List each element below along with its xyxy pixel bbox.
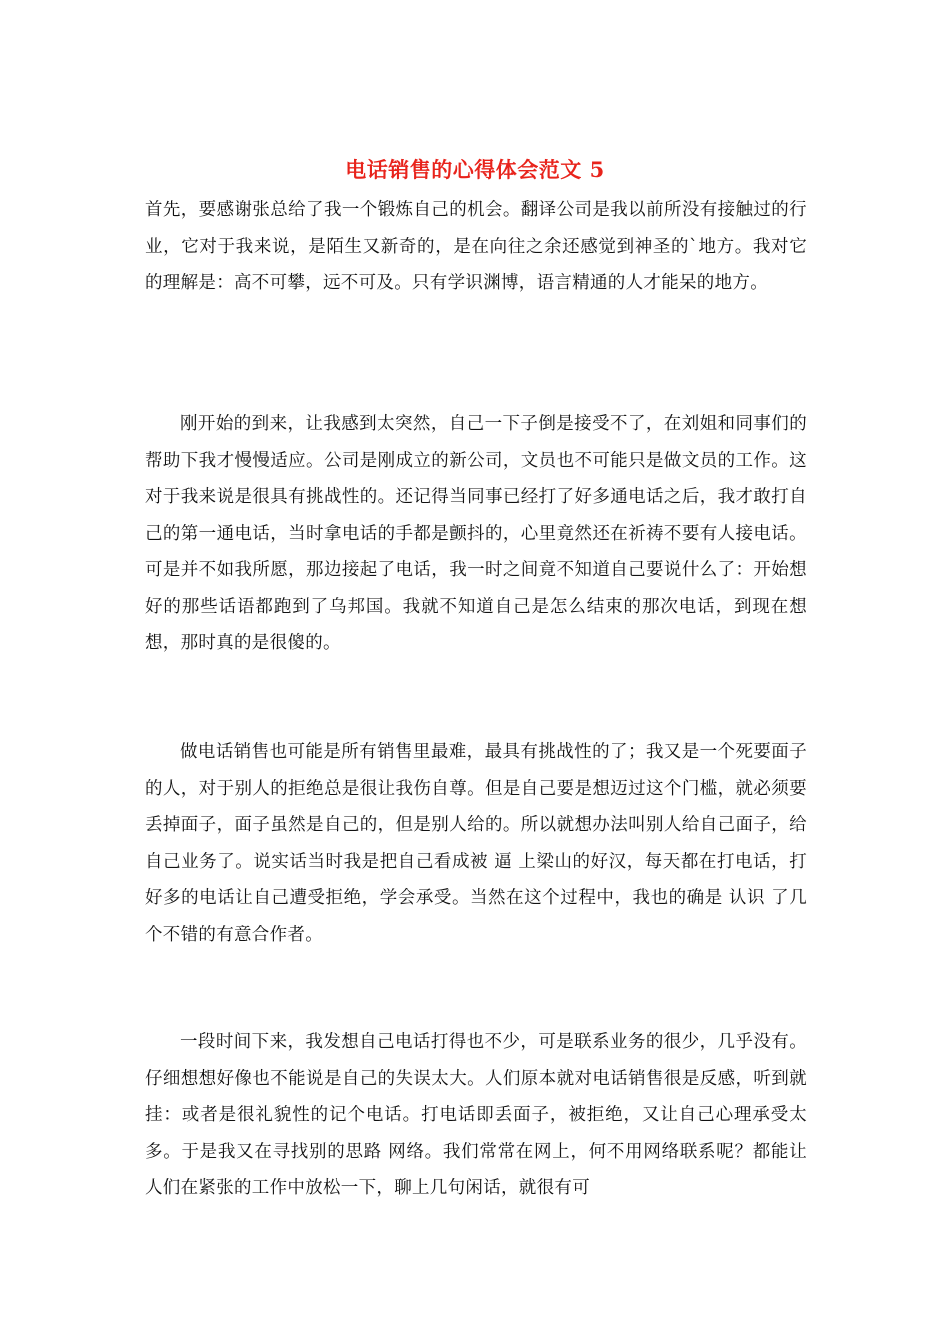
paragraph-1: 首先，要感谢张总给了我一个锻炼自己的机会。翻译公司是我以前所没有接触过的行业，它对于我来说，是陌生又新奇的，是在向往之余还感觉到神圣的`地方。我对它的理解是：高不可攀，远不可及。只有学识渊博，语言精通的人才能呆的地方。 xyxy=(145,200,807,293)
paragraph-1-block xyxy=(145,192,807,302)
paragraph-3-block xyxy=(145,734,807,953)
document-title: 电话销售的心得体会范文 5 xyxy=(345,157,605,182)
paragraph-2-block xyxy=(145,406,807,662)
paragraph-4: 一段时间下来，我发想自己电话打得也不少，可是联系业务的很少，几乎没有。仔细想想好像也不能说是自己的失误太大。人们原本就对电话销售很是反感，听到就挂：或者是很礼貌性的记个电话。打电话即丢面子，被拒绝，又让自己心理承受太多。于是我又在寻找别的思路 网络。我们常常在网上，何不用网络联系呢？都能让人们在紧张的工作中放松一下，聊上几句闲话，就很有可 xyxy=(145,1032,807,1198)
paragraph-2: 刚开始的到来，让我感到太突然，自己一下子倒是接受不了，在刘姐和同事们的帮助下我才慢慢适应。公司是刚成立的新公司，文员也不可能只是做文员的工作。这对于我来说是很具有挑战性的。还记得当同事已经打了好多通电话之后，我才敢打自己的第一通电话，当时拿电话的手都是颤抖的，心里竟然还在祈祷不要有人接电话。可是并不如我所愿，那边接起了电话，我一时之间竟不知道自己要说什么了：开始想好的那些话语都跑到了乌邦国。我就不知道自己是怎么结束的那次电话，到现在想想，那时真的是很傻的。 xyxy=(145,414,807,653)
paragraph-3: 做电话销售也可能是所有销售里最难，最具有挑战性的了；我又是一个死要面子的人，对于别人的拒绝总是很让我伤自尊。但是自己要是想迈过这个门槛，就必须要丢掉面子，面子虽然是自己的，但是别人给的。所以就想办法叫别人给自己面子，给自己业务了。说实话当时我是把自己看成被 逼 上梁山的好汉，每天都在打电话，打好多的电话让自己遭受拒绝，学会承受。当然在这个过程中，我也的确是 认识 了几个不错的有意合作者。 xyxy=(145,742,807,945)
paragraph-4-block xyxy=(145,1024,807,1207)
